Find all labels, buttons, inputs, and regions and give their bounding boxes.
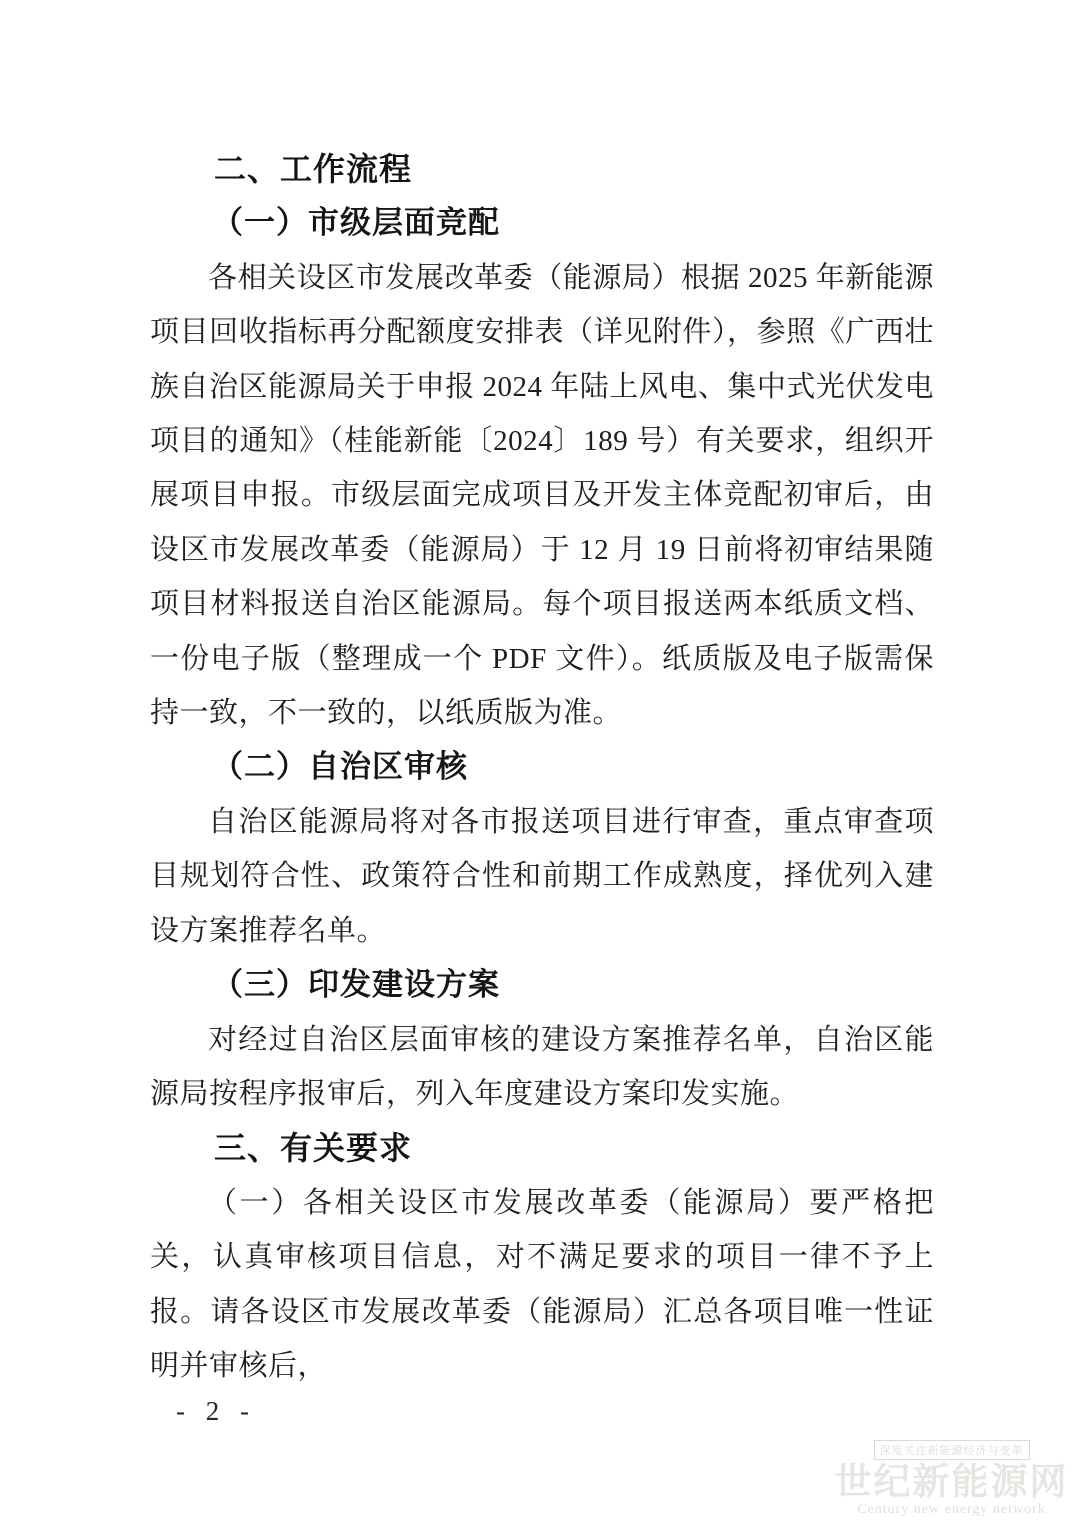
watermark-tagline: 深度关注新能源经济与变革: [874, 1440, 1030, 1460]
watermark-subtitle: Century new energy network: [857, 1502, 1046, 1517]
watermark-title: 世纪新能源网: [834, 1461, 1069, 1502]
watermark: [829, 1440, 1074, 1518]
document-body: [150, 142, 934, 1393]
paragraph-municipal-competition: 各相关设区市发展改革委（能源局）根据 2025 年新能源项目回收指标再分配额度安排表（详见附件），参照《广西壮族自治区能源局关于申报 2024 年陆上风电、集中式光伏发电项目的通知》（桂能新能〔2024〕189 号）有关要求，组织开展项目申报。市级层面完成项目及开发主体竞配初审后，由设区市发展改革委（能源局）于 12 月 19 日前将初审结果随项目材料报送自治区能源局。每个项目报送两本纸质文档、一份电子版（整理成一个 PDF 文件）。纸质版及电子版需保持一致，不一致的，以纸质版为准。: [150, 261, 934, 730]
heading-2-1-municipal-competition: （一）市级层面竞配: [212, 205, 500, 241]
heading-3-requirements: 三、有关要求: [214, 1130, 413, 1167]
heading-2-3-issue-plan: （三）印发建设方案: [212, 967, 500, 1003]
heading-2-2-region-review: （二）自治区审核: [212, 749, 468, 785]
paragraph-region-review: 自治区能源局将对各市报送项目进行审查，重点审查项目规划符合性、政策符合性和前期工作成熟度，择优列入建设方案推荐名单。: [150, 805, 934, 947]
page-number: - 2 -: [176, 1396, 256, 1426]
paragraph-requirement-1: （一）各相关设区市发展改革委（能源局）要严格把关，认真审核项目信息，对不满足要求的项目一律不予上报。请各设区市发展改革委（能源局）汇总各项目唯一性证明并审核后，: [150, 1186, 934, 1382]
paragraph-issue-plan: 对经过自治区层面审核的建设方案推荐名单，自治区能源局按程序报审后，列入年度建设方案印发实施。: [150, 1023, 934, 1110]
heading-2-work-process: 二、工作流程: [214, 151, 413, 187]
